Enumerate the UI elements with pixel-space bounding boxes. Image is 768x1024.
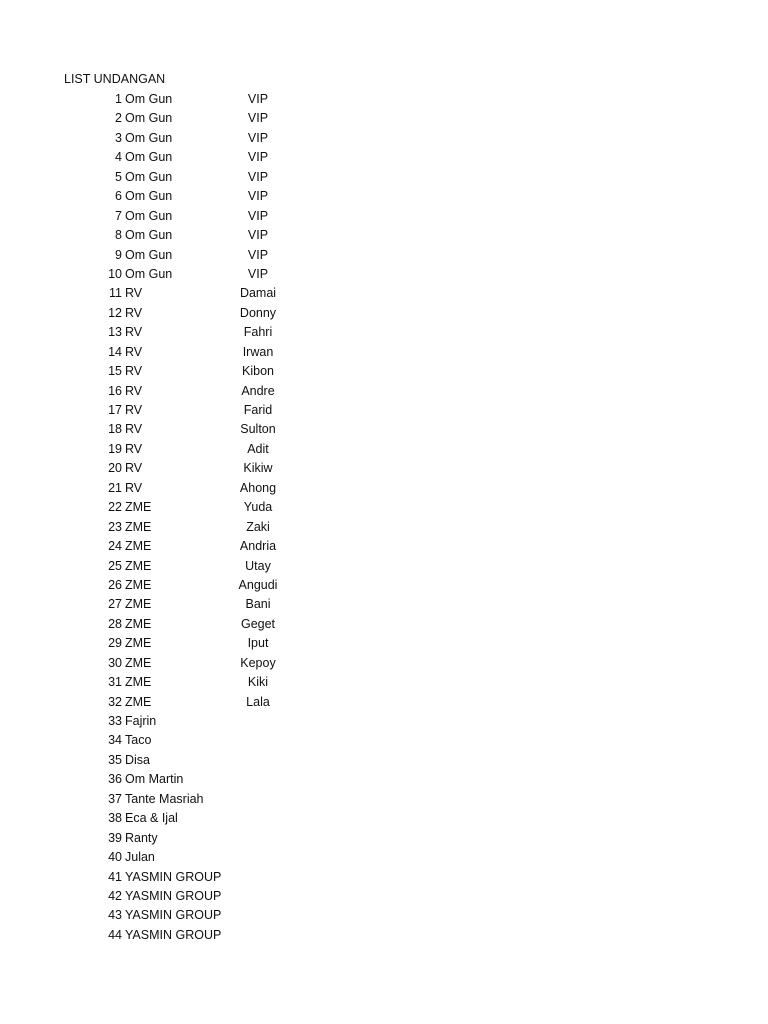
guest-name: RV bbox=[125, 344, 143, 359]
guest-name: Om Martin bbox=[125, 772, 184, 787]
list-item bbox=[0, 361, 768, 380]
list-item bbox=[0, 828, 768, 847]
guest-name: Om Gun bbox=[125, 111, 173, 126]
list-item bbox=[0, 206, 768, 225]
list-item bbox=[0, 167, 768, 186]
row-number: 29 bbox=[108, 636, 122, 651]
list-item bbox=[0, 322, 768, 341]
list-item bbox=[0, 245, 768, 264]
list-item bbox=[0, 128, 768, 147]
row-number: 27 bbox=[108, 597, 122, 612]
row-number: 23 bbox=[108, 519, 122, 534]
guest-name: ZME bbox=[125, 675, 152, 690]
row-number: 25 bbox=[108, 558, 122, 573]
guest-note: Kibon bbox=[242, 364, 274, 379]
row-number: 32 bbox=[108, 694, 122, 709]
guest-name: Julan bbox=[125, 850, 155, 865]
row-number: 37 bbox=[108, 791, 122, 806]
list-item bbox=[0, 653, 768, 672]
guest-note: VIP bbox=[247, 208, 269, 223]
guest-note: VIP bbox=[247, 266, 269, 281]
list-item bbox=[0, 225, 768, 244]
guest-name: RV bbox=[125, 480, 143, 495]
list-item bbox=[0, 633, 768, 652]
row-number: 1 bbox=[115, 92, 122, 106]
row-number: 9 bbox=[115, 247, 122, 262]
row-number: 28 bbox=[108, 616, 122, 631]
guest-note: Zaki bbox=[246, 519, 270, 534]
guest-note: Kiki bbox=[247, 675, 269, 690]
guest-name: Ranty bbox=[125, 830, 158, 845]
guest-name: YASMIN GROUP bbox=[125, 888, 222, 903]
list-item bbox=[0, 847, 768, 866]
guest-name: Om Gun bbox=[125, 169, 173, 184]
list-item bbox=[0, 342, 768, 361]
guest-name: Om Gun bbox=[125, 247, 173, 262]
guest-note: Adit bbox=[247, 441, 269, 456]
list-item bbox=[0, 283, 768, 302]
guest-name: ZME bbox=[125, 694, 152, 709]
row-number: 34 bbox=[108, 733, 122, 748]
guest-note: VIP bbox=[247, 228, 269, 243]
guest-name: ZME bbox=[125, 500, 152, 515]
guest-note: Andre bbox=[241, 383, 275, 398]
row-number: 17 bbox=[108, 403, 122, 417]
guest-name: ZME bbox=[125, 636, 152, 651]
guest-name: ZME bbox=[125, 616, 152, 631]
list-item bbox=[0, 303, 768, 322]
row-number: 14 bbox=[108, 344, 122, 359]
row-number: 41 bbox=[108, 869, 122, 884]
guest-name: Om Gun bbox=[125, 92, 173, 106]
list-item bbox=[0, 458, 768, 477]
row-number: 40 bbox=[108, 850, 122, 865]
list-item bbox=[0, 867, 768, 886]
list-item bbox=[0, 711, 768, 730]
row-number: 7 bbox=[115, 208, 122, 223]
guest-note: Lala bbox=[246, 694, 270, 709]
guest-note: VIP bbox=[247, 247, 269, 262]
row-number: 10 bbox=[108, 266, 122, 281]
list-item bbox=[0, 905, 768, 924]
row-number: 36 bbox=[108, 772, 122, 787]
list-item bbox=[0, 575, 768, 594]
row-number: 31 bbox=[108, 675, 122, 690]
row-number: 13 bbox=[108, 325, 122, 340]
list-item bbox=[0, 264, 768, 283]
guest-name: RV bbox=[125, 441, 143, 456]
guest-note: Bani bbox=[245, 597, 271, 612]
guest-name: Eca & Ijal bbox=[125, 811, 178, 826]
row-number: 26 bbox=[108, 577, 122, 592]
list-item bbox=[0, 730, 768, 749]
guest-name: Taco bbox=[125, 733, 152, 748]
row-number: 21 bbox=[108, 480, 122, 495]
guest-note: Irwan bbox=[242, 344, 274, 359]
guest-note: Donny bbox=[239, 305, 277, 320]
list-item bbox=[0, 419, 768, 438]
guest-note: Angudi bbox=[238, 577, 278, 592]
list-item bbox=[0, 769, 768, 788]
guest-name: Om Gun bbox=[125, 150, 173, 165]
guest-name: Om Gun bbox=[125, 130, 173, 145]
guest-name: ZME bbox=[125, 519, 152, 534]
list-item bbox=[0, 808, 768, 827]
list-item bbox=[0, 381, 768, 400]
row-number: 30 bbox=[108, 655, 122, 670]
guest-list bbox=[0, 89, 768, 944]
guest-name: YASMIN GROUP bbox=[125, 869, 222, 884]
list-title: LIST UNDANGAN bbox=[64, 72, 166, 86]
guest-note: Ahong bbox=[239, 480, 277, 495]
guest-name: Fajrin bbox=[125, 714, 157, 728]
guest-note: VIP bbox=[247, 169, 269, 184]
row-number: 33 bbox=[108, 714, 122, 728]
list-item bbox=[0, 925, 768, 944]
guest-note: Damai bbox=[239, 286, 277, 301]
row-number: 12 bbox=[108, 305, 122, 320]
guest-note: VIP bbox=[247, 189, 269, 204]
guest-name: RV bbox=[125, 305, 143, 320]
guest-note: Iput bbox=[247, 636, 269, 651]
list-item bbox=[0, 147, 768, 166]
guest-name: Tante Masriah bbox=[125, 791, 204, 806]
guest-name: RV bbox=[125, 364, 143, 379]
row-number: 44 bbox=[108, 927, 122, 942]
row-number: 20 bbox=[108, 461, 122, 476]
list-item bbox=[0, 536, 768, 555]
list-item bbox=[0, 517, 768, 536]
guest-note: VIP bbox=[247, 111, 269, 126]
list-item bbox=[0, 692, 768, 711]
row-number: 6 bbox=[115, 189, 122, 204]
list-item bbox=[0, 556, 768, 575]
guest-note: VIP bbox=[247, 150, 269, 165]
list-item bbox=[0, 886, 768, 905]
guest-name: YASMIN GROUP bbox=[125, 908, 222, 923]
guest-name: ZME bbox=[125, 577, 152, 592]
row-number: 24 bbox=[108, 539, 122, 554]
row-number: 38 bbox=[108, 811, 122, 826]
guest-note: VIP bbox=[247, 130, 269, 145]
row-number: 3 bbox=[115, 130, 122, 145]
guest-name: ZME bbox=[125, 558, 152, 573]
guest-name: RV bbox=[125, 461, 143, 476]
row-number: 11 bbox=[109, 286, 122, 301]
row-number: 35 bbox=[108, 752, 122, 767]
list-item bbox=[0, 108, 768, 127]
guest-name: ZME bbox=[125, 539, 152, 554]
list-item bbox=[0, 672, 768, 691]
guest-note: Yuda bbox=[243, 500, 273, 515]
guest-note: Kepoy bbox=[240, 655, 276, 670]
row-number: 18 bbox=[108, 422, 122, 437]
list-item bbox=[0, 89, 768, 108]
row-number: 39 bbox=[108, 830, 122, 845]
guest-note: Kikiw bbox=[243, 461, 273, 476]
list-item bbox=[0, 497, 768, 516]
guest-note: VIP bbox=[247, 92, 269, 106]
guest-name: Om Gun bbox=[125, 208, 173, 223]
guest-name: RV bbox=[125, 286, 143, 301]
row-number: 8 bbox=[115, 228, 122, 243]
guest-note: Andria bbox=[239, 539, 277, 554]
guest-note: Farid bbox=[243, 403, 273, 417]
list-item bbox=[0, 789, 768, 808]
row-number: 42 bbox=[108, 888, 122, 903]
guest-note: Geget bbox=[240, 616, 276, 631]
guest-name: RV bbox=[125, 422, 143, 437]
guest-name: Om Gun bbox=[125, 189, 173, 204]
list-item bbox=[0, 478, 768, 497]
row-number: 16 bbox=[108, 383, 122, 398]
guest-note: Fahri bbox=[243, 325, 273, 340]
guest-name: Om Gun bbox=[125, 228, 173, 243]
guest-note: Sulton bbox=[240, 422, 276, 437]
guest-name: RV bbox=[125, 403, 143, 417]
row-number: 19 bbox=[108, 441, 122, 456]
row-number: 22 bbox=[108, 500, 122, 515]
guest-name: RV bbox=[125, 325, 143, 340]
guest-name: Disa bbox=[125, 752, 151, 767]
row-number: 43 bbox=[108, 908, 122, 923]
guest-name: Om Gun bbox=[125, 266, 173, 281]
row-number: 5 bbox=[115, 169, 122, 184]
list-item bbox=[0, 439, 768, 458]
list-item bbox=[0, 186, 768, 205]
guest-name: RV bbox=[125, 383, 143, 398]
row-number: 15 bbox=[108, 364, 122, 379]
guest-name: ZME bbox=[125, 655, 152, 670]
list-item bbox=[0, 594, 768, 613]
list-item bbox=[0, 750, 768, 769]
list-item bbox=[0, 400, 768, 419]
row-number: 2 bbox=[115, 111, 122, 126]
row-number: 4 bbox=[115, 150, 122, 165]
guest-note: Utay bbox=[245, 558, 271, 573]
guest-name: YASMIN GROUP bbox=[125, 927, 222, 942]
list-item bbox=[0, 614, 768, 633]
guest-name: ZME bbox=[125, 597, 152, 612]
